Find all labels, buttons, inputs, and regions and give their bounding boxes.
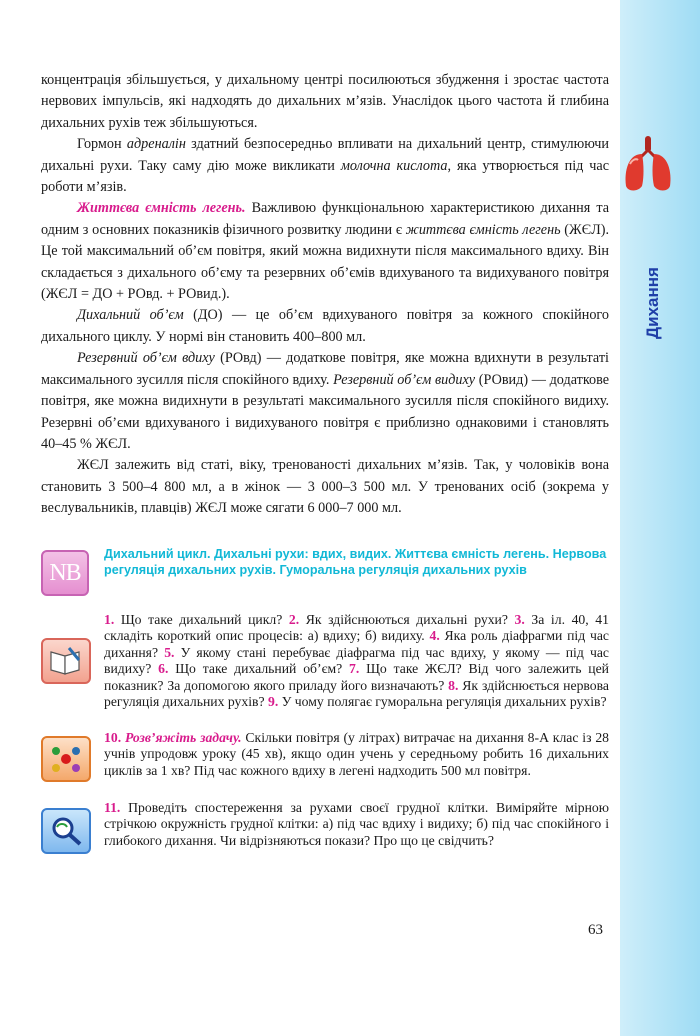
term-heading: Життєва ємність легень.: [77, 200, 246, 217]
nb-key-terms: Дихальний цикл. Дихальні рухи: вдих, видих. Життєва ємність легень. Нервова регуляція дихальних рухів. Гуморальна регуляція дихальних рухів: [104, 547, 607, 577]
chapter-label: Дихання: [643, 267, 662, 339]
page-number: 63: [588, 922, 603, 938]
puzzle-icon: [41, 736, 91, 782]
paragraph-3: Життєва ємність легень. Важливою функціональною характеристикою дихання та одним з основних показників фізичного розвитку людини є життєва ємність легень (ЖЄЛ). Це той максимальний об’єм повітря, який можна видихнути після максимального вдиху. Він складається з дихального об’єму та резервних об’ємів вдихуваного та видихуваного повітря (ЖЄЛ = ДО + РОвд. + РОвид.).: [41, 200, 610, 303]
paragraph-2: Гормон адреналін здатний безпосередньо впливати на дихальний центр, стимулюючи дихальні рухи. Таку саму дію може викликати молочна кислота, яка утворюється під час роботи м’язів.: [41, 136, 610, 196]
task-11-text: 11. Проведіть спостереження за рухами своєї грудної клітки. Виміряйте мірною стрічкою окружність грудної клітки: а) під час вдиху і видиху; б) під час спокійного і глибокого дихання. Чи відрізняються покази? Про що це свідчить?: [104, 800, 609, 848]
paragraph-6: ЖЄЛ залежить від статі, віку, тренованості дихальних м’язів. Так, у чоловіків вона становить 3 500–4 800 мл, а в жінок — 3 000–3 500 мл. У тренованих осіб (зокрема у веслувальників, плавців) ЖЄЛ може сягати 6 000–7 000 мл.: [41, 457, 609, 517]
task-10-text: 10. Розв’яжіть задачу. Скільки повітря (у літрах) витрачає на дихання 8-А клас із 28 учнів упродовж уроку (45 хв), якщо один учень у середньому робить 16 дихальних циклів за 1 хв? Під час кожного вдиху в легені надходить 500 мл повітря.: [104, 730, 610, 778]
main-text: [41, 70, 609, 520]
questions-text: 1. Що таке дихальний цикл? 2. Як здійснюються дихальні рухи? 3. За іл. 40, 41 складіть короткий опис процесів: а) вдиху; б) видиху. 4. Яка роль діафрагми під час дихання? 5. У якому стані перебуває діафрагма під час вдиху, у якому — під час видиху? 6. Що таке дихальний об’єм? 7. Що таке ЖЄЛ? Від чого залежить цей показник? За допомогою якого приладу його визначають? 8. Як здійснюється нервова регуляція дихальних рухів? 9. У чому полягає гуморальна регуляція дихальних рухів?: [104, 612, 609, 710]
magnifier-icon: [41, 808, 91, 854]
nb-icon: NB: [41, 550, 89, 596]
book-icon: [41, 638, 91, 684]
paragraph-1: концентрація збільшується, у дихальному центрі посилюються збудження і зростає частота нервових імпульсів, які надходять до дихальних м’язів. Унаслідок цього частота й глибина дихальних рухів теж збільшуються.: [41, 72, 609, 131]
paragraph-5: Резервний об’єм вдиху (РОвд) — додаткове повітря, яке можна вдихнути в результаті максимального зусилля після спокійного вдиху. Резервний об’єм видиху (РОвид) — додаткове повітря, яке можна видихнути в результаті максимального зусилля після спокійного видиху. Резервні об’єми вдихуваного і видихуваного повітря є приблизно однаковими і становлять 40–45 % ЖЄЛ.: [41, 350, 610, 452]
paragraph-4: Дихальний об’єм (ДО) — це об’єм вдихуваного повітря за кожного спокійного дихального циклу. У нормі він становить 400–800 мл.: [41, 307, 609, 345]
lungs-icon: [620, 134, 676, 194]
